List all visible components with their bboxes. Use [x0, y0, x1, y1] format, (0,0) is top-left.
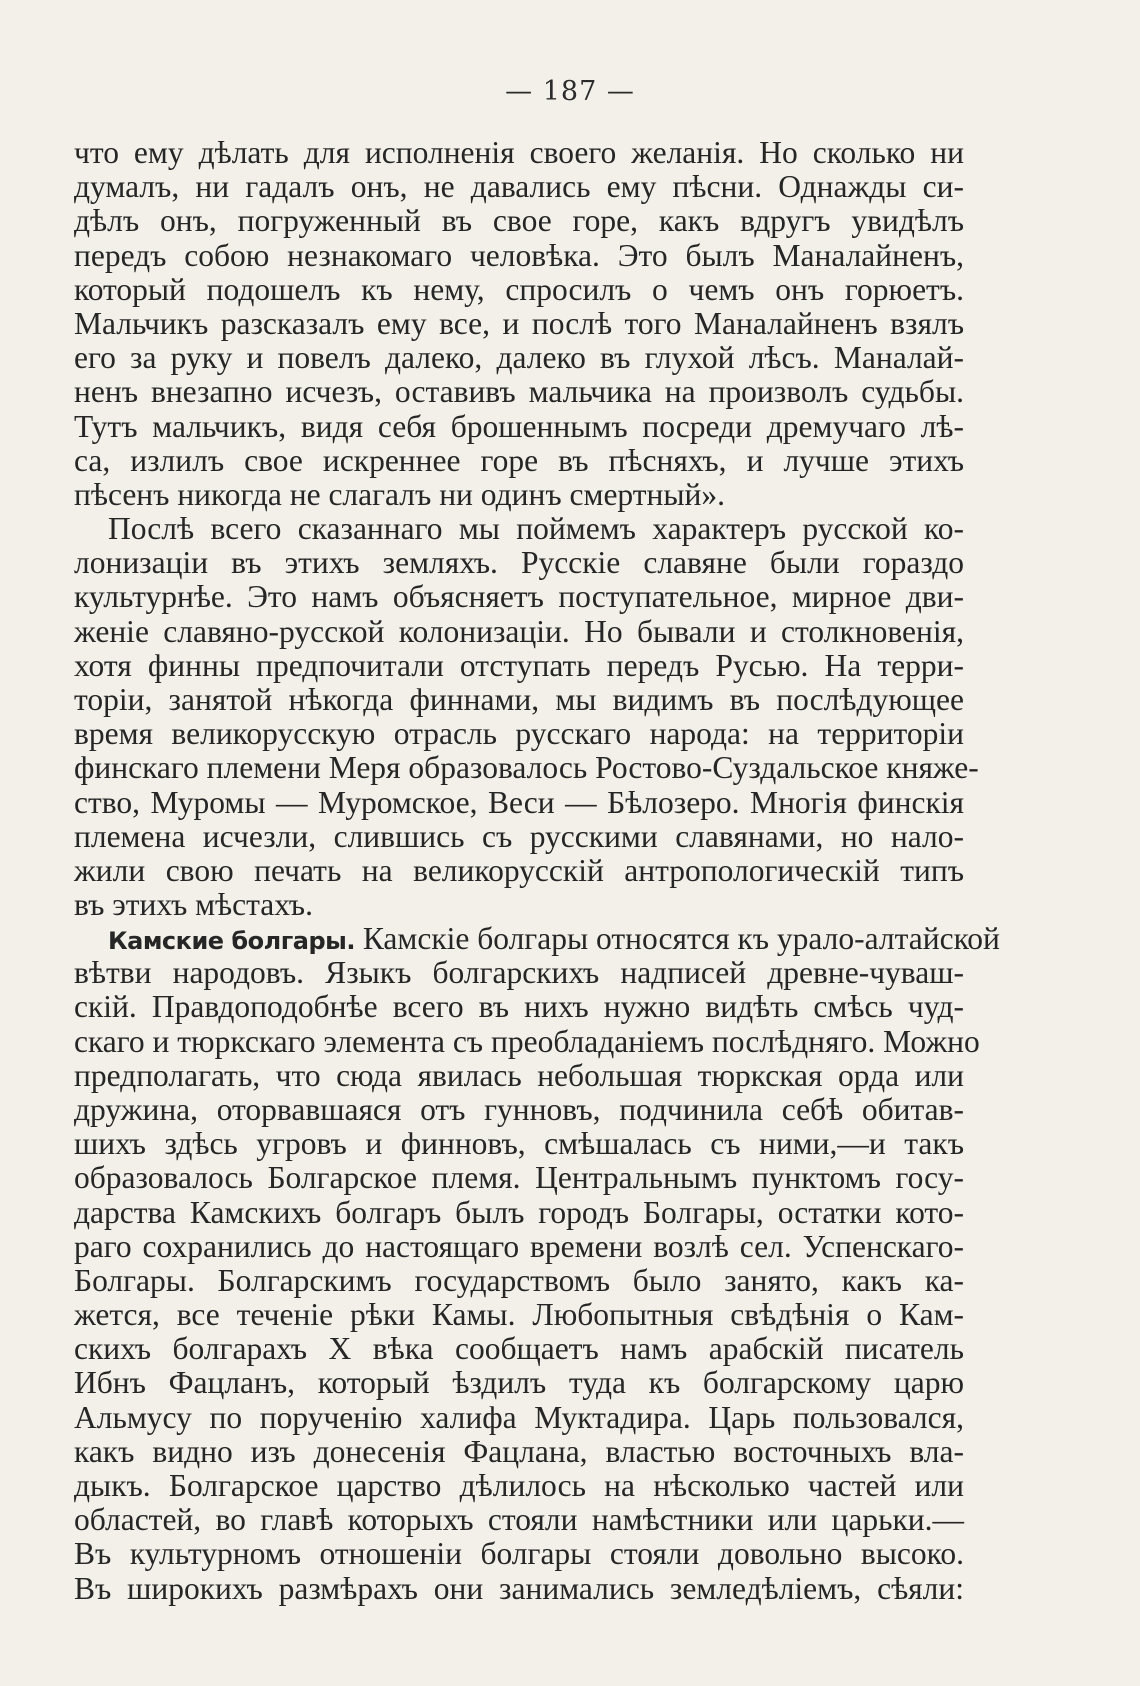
text-line: думалъ, ни гадалъ онъ, не давались ему пѣсни. Однажды си-	[74, 169, 964, 205]
paragraph-3	[74, 921, 1000, 1606]
text-line: Въ широкихъ размѣрахъ они занимались земледѣліемъ, сѣяли:	[74, 1570, 964, 1606]
text-line: финскаго племени Меря образовалось Ростово-Суздальское княже-	[74, 750, 979, 786]
text-line: Мальчикъ разсказалъ ему все, и послѣ того Маналайненъ взялъ	[74, 305, 964, 341]
text-line: дыкъ. Болгарское царство дѣлилось на нѣсколько частей или	[74, 1468, 964, 1503]
text-line: скаго и тюркскаго элемента съ преобладаніемъ послѣдняго. Можно	[74, 1023, 980, 1059]
text-line: Альмусу по порученію халифа Муктадира. Царь пользовался,	[74, 1399, 964, 1435]
text-line: ство, Муромы — Муромское, Веси — Бѣлозеро. Многія финскія	[74, 784, 964, 820]
text-line: лонизаціи въ этихъ земляхъ. Русскіе славяне были гораздо	[74, 545, 964, 581]
text-line: племена исчезли, слившись съ русскими славянами, но нало-	[74, 818, 964, 854]
text-line: областей, во главѣ которыхъ стояли намѣстники или царьки.—	[74, 1502, 964, 1538]
text-line	[74, 921, 1000, 956]
text-line: раго сохранились до настоящаго времени возлѣ сел. Успенскаго-	[74, 1228, 964, 1264]
text-run: Камскіе болгары относятся къ урало-алтайской	[362, 921, 1000, 956]
text-line: скихъ болгарахъ X вѣка сообщаетъ намъ арабскій писатель	[74, 1331, 964, 1367]
text-line: Тутъ мальчикъ, видя себя брошеннымъ посреди дремучаго лѣ-	[74, 408, 964, 444]
text-line: жили свою печать на великорусскій антропологическій типъ	[74, 852, 964, 888]
text-line: пѣсенъ никогда не слагалъ ни одинъ смертный».	[74, 476, 726, 512]
text-line: жется, все теченіе рѣки Камы. Любопытныя свѣдѣнія о Кам-	[74, 1297, 964, 1333]
text-line: Ибнъ Фацланъ, который ѣздилъ туда къ болгарскому царю	[74, 1365, 964, 1401]
text-line: время великорусскую отрасль русскаго народа: на территоріи	[74, 716, 964, 752]
text-line: женіе славяно-русской колонизаціи. Но бывали и столкновенія,	[74, 613, 964, 649]
text-line: ненъ внезапно исчезъ, оставивъ мальчика на произволъ судьбы.	[74, 374, 964, 410]
text-line: культурнѣе. Это намъ объясняетъ поступательное, мирное дви-	[74, 579, 964, 615]
text-line: передъ собою незнакомаго человѣка. Это былъ Маналайненъ,	[74, 237, 964, 273]
text-line: дружина, оторвавшаяся отъ гунновъ, подчинила себѣ обитав-	[74, 1091, 964, 1127]
text-line: Болгары. Болгарскимъ государствомъ было занято, какъ ка-	[74, 1262, 964, 1298]
text-line: шихъ здѣсь угровъ и финновъ, смѣшалась съ ними,—и такъ	[74, 1126, 964, 1162]
paragraph-2	[74, 511, 979, 923]
text-line: торіи, занятой нѣкогда финнами, мы видимъ въ послѣдующее	[74, 681, 964, 717]
text-line: его за руку и повелъ далеко, далеко въ глухой лѣсъ. Маналай-	[74, 340, 964, 376]
text-line: образовалось Болгарское племя. Центральнымъ пунктомъ госу-	[74, 1160, 964, 1196]
text-line: вѣтви народовъ. Языкъ болгарскихъ надписей древне-чуваш-	[74, 955, 964, 991]
text-line: въ этихъ мѣстахъ.	[74, 887, 313, 923]
page-number: — 187 —	[505, 76, 635, 107]
text-line: предполагать, что сюда явилась небольшая тюркская орда или	[74, 1057, 964, 1093]
text-line: са, излилъ свое искреннее горе въ пѣсняхъ, и лучше этихъ	[74, 442, 964, 478]
text-line: какъ видно изъ донесенія Фацлана, властью восточныхъ вла-	[74, 1433, 964, 1469]
text-line: дѣлъ онъ, погруженный въ свое горе, какъ вдругъ увидѣлъ	[74, 203, 964, 239]
text-line: Послѣ всего сказаннаго мы поймемъ характеръ русской ко-	[108, 511, 964, 546]
paragraph-1	[74, 136, 964, 512]
text-line: скій. Правдоподобнѣе всего въ нихъ нужно видѣть смѣсь чуд-	[74, 989, 964, 1025]
text-line: что ему дѣлать для исполненія своего желанія. Но сколько ни	[74, 135, 964, 170]
text-line: дарства Камскихъ болгаръ былъ городъ Болгары, остатки кото-	[74, 1194, 964, 1230]
section-run-in-heading: Камские болгары.	[108, 927, 355, 955]
text-line: Въ культурномъ отношеніи болгары стояли довольно высоко.	[74, 1536, 964, 1572]
text-line: который подошелъ къ нему, спросилъ о чемъ онъ горюетъ.	[74, 271, 964, 307]
text-line: хотя финны предпочитали отступать передъ Русью. На терри-	[74, 647, 964, 683]
